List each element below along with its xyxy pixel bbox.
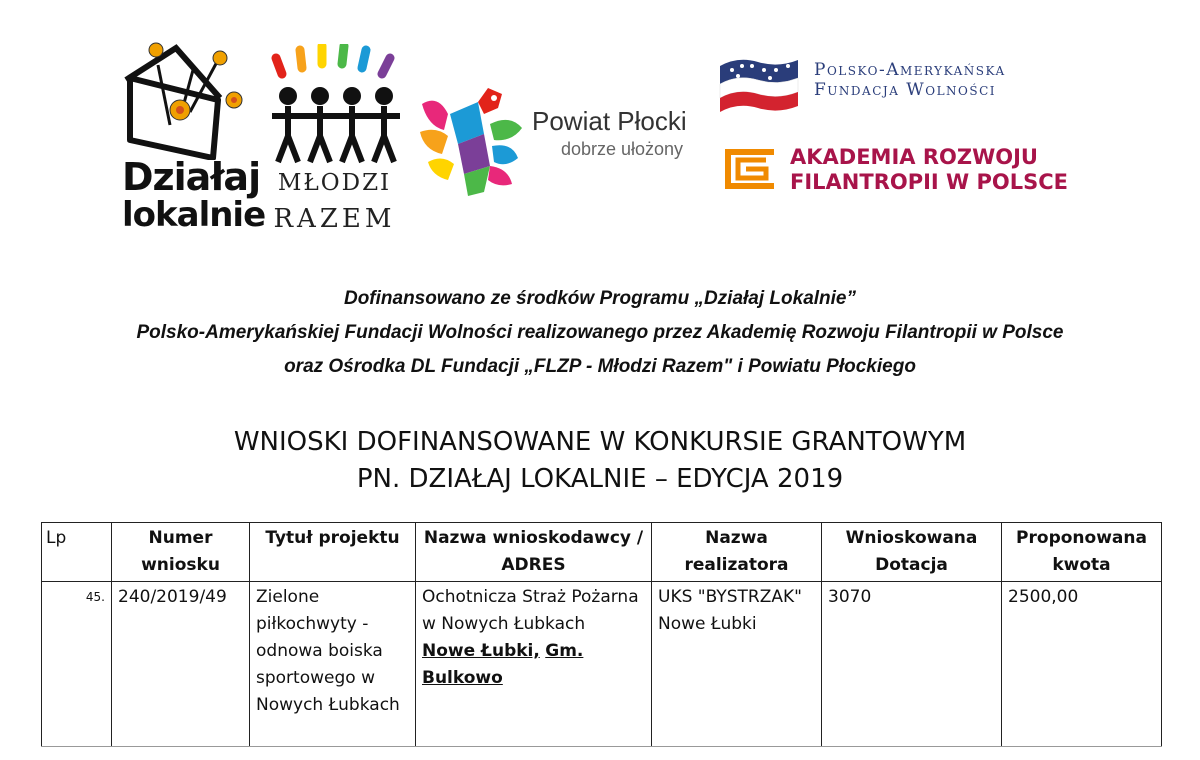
title-line1: WNIOSKI DOFINANSOWANE W KONKURSIE GRANTOWYM [233,427,967,457]
logo-text-line1: MŁODZI [277,170,392,196]
cell-wnioskodawca [416,582,652,747]
flag-stars-icon [718,52,800,114]
arofp-line2: FILANTROPII W POLSCE [790,170,1069,194]
cell-tytul: Zielone piłkochwyty - odnowa boiska sportowego w Nowych Łubkach [250,582,416,747]
logo-text-line1: Działaj [122,155,261,199]
arofp-mark-logo [724,148,776,190]
powiat-tagline: dobrze ułożony [560,139,684,159]
house-flowers-icon [118,40,253,160]
pafw-line2: Fundacja Wolności [814,80,997,100]
address-town: Nowe Łubki, [422,641,540,661]
powiat-eagle-logo [418,84,524,199]
cell-lp: 45. [42,582,112,747]
header-dotacja: Wnioskowana Dotacja [822,523,1002,582]
arofp-e-icon [724,148,776,190]
applicant-name: Ochotnicza Straż Pożarna w Nowych Łubkach [422,587,639,634]
funding-line2: Polsko-Amerykańskiej Fundacji Wolności realizowanego przez Akademię Rozwoju Filantropii w Polsce [136,322,1064,343]
header-realizator: Nazwa realizatora [652,523,822,582]
header-kwota: Proponowana kwota [1002,523,1162,582]
header-tytul: Tytuł projektu [250,523,416,582]
table-row [42,582,1162,747]
pafw-logo-text [814,60,1006,100]
header-numer: Numer wniosku [112,523,250,582]
grants-table [41,522,1162,747]
document-title [0,424,1200,498]
pafw-line1: Polsko-Amerykańska [814,60,1006,80]
funding-note [0,282,1200,384]
cell-realizator: UKS "BYSTRZAK" Nowe Łubki [652,582,822,747]
powiat-name: Powiat Płocki [532,106,687,136]
pafw-flag-logo [718,52,800,114]
arofp-logo-text [790,145,1068,195]
logo-text-line2: RAZEM [273,204,396,234]
header-wnioskodawca: Nazwa wnioskodawcy / ADRES [416,523,652,582]
mlodzi-razem-logo [262,44,407,240]
cell-kwota: 2500,00 [1002,582,1162,747]
applicant-address [422,638,645,692]
address-commune: Gm. Bulkowo [422,641,584,688]
logo-text-line2: lokalnie [122,195,266,235]
people-chain-icon [262,44,407,169]
header-lp: Lp [42,523,112,582]
arofp-line1: AKADEMIA ROZWOJU [790,145,1038,169]
cell-numer: 240/2019/49 [112,582,250,747]
powiat-plocki-logo-text [532,106,712,160]
puzzle-eagle-icon [418,84,524,199]
dzialaj-lokalnie-logo [118,40,266,240]
title-line2: PN. DZIAŁAJ LOKALNIE – EDYCJA 2019 [356,464,844,494]
funding-line1: Dofinansowano ze środków Programu „Działaj Lokalnie” [343,288,857,309]
cell-dotacja: 3070 [822,582,1002,747]
table-header-row [42,523,1162,582]
funding-line3: oraz Ośrodka DL Fundacji „FLZP - Młodzi Razem" i Powiatu Płockiego [284,356,916,377]
